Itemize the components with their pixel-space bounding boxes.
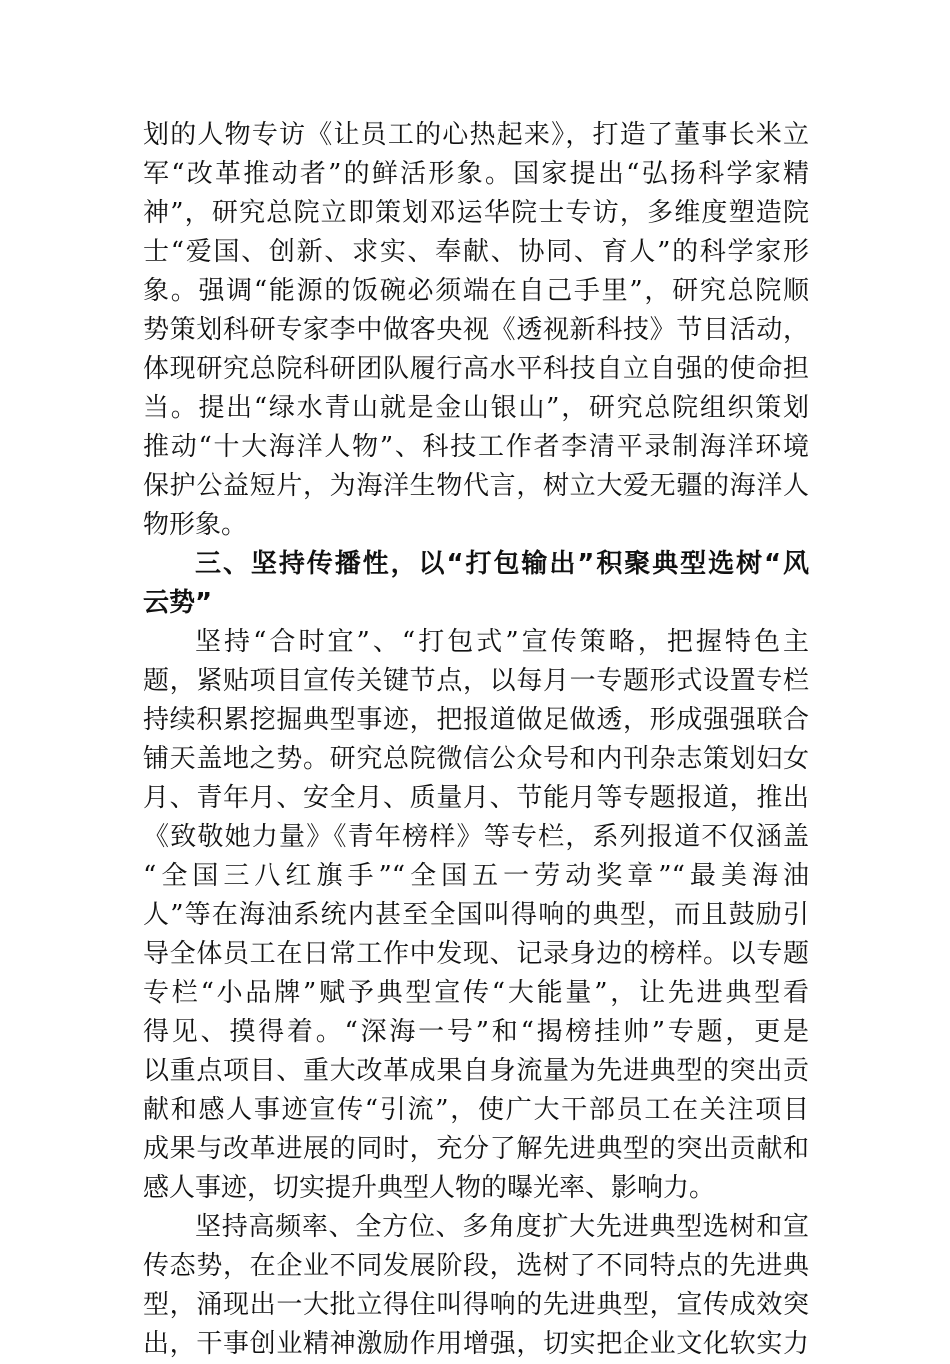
text-line: “全国三八红旗手”“全国五一劳动奖章”“最美海油 xyxy=(143,861,809,891)
text-line: 出，干事创业精神激励作用增强，切实把企业文化软实力 xyxy=(143,1329,809,1359)
paragraph-1 xyxy=(143,116,809,545)
text-line: 物形象。 xyxy=(143,510,248,540)
paragraph-3 xyxy=(143,1208,809,1364)
text-line: 月、青年月、安全月、质量月、节能月等专题报道，推出 xyxy=(143,783,809,813)
heading-line: 三、坚持传播性，以“打包输出”积聚典型选树“风 xyxy=(195,549,809,579)
text-line: 传态势，在企业不同发展阶段，选树了不同特点的先进典 xyxy=(143,1251,809,1281)
text-line: 士“爱国、创新、求实、奉献、协同、育人”的科学家形 xyxy=(143,237,809,267)
text-line: 以重点项目、重大改革成果自身流量为先进典型的突出贡 xyxy=(143,1056,809,1086)
text-line: 坚持高频率、全方位、多角度扩大先进典型选树和宣 xyxy=(195,1212,809,1242)
text-line: 持续积累挖掘典型事迹，把报道做足做透，形成强强联合 xyxy=(143,705,809,735)
document-body xyxy=(143,116,809,1364)
paragraph-2 xyxy=(143,623,809,1208)
text-line: 铺天盖地之势。研究总院微信公众号和内刊杂志策划妇女 xyxy=(143,744,809,774)
text-line: 体现研究总院科研团队履行高水平科技自立自强的使命担 xyxy=(143,354,809,384)
text-line: 当。提出“绿水青山就是金山银山”，研究总院组织策划 xyxy=(143,393,809,423)
text-line: 成果与改革进展的同时，充分了解先进典型的突出贡献和 xyxy=(143,1134,809,1164)
text-line: 《致敬她力量》《青年榜样》等专栏，系列报道不仅涵盖 xyxy=(143,822,809,852)
text-line: 专栏“小品牌”赋予典型宣传“大能量”，让先进典型看 xyxy=(143,978,809,1008)
text-line: 题，紧贴项目宣传关键节点，以每月一专题形式设置专栏 xyxy=(143,666,809,696)
text-line: 得见、摸得着。“深海一号”和“揭榜挂帅”专题，更是 xyxy=(143,1017,809,1047)
text-line: 感人事迹，切实提升典型人物的曝光率、影响力。 xyxy=(143,1173,716,1203)
text-line: 军“改革推动者”的鲜活形象。国家提出“弘扬科学家精 xyxy=(143,159,809,189)
text-line: 型，涌现出一大批立得住叫得响的先进典型，宣传成效突 xyxy=(143,1290,809,1320)
text-line: 推动“十大海洋人物”、科技工作者李清平录制海洋环境 xyxy=(143,432,809,462)
text-line: 象。强调“能源的饭碗必须端在自己手里”，研究总院顺 xyxy=(143,276,809,306)
text-line: 划的人物专访《让员工的心热起来》，打造了董事长米立 xyxy=(143,120,809,150)
text-line: 坚持“合时宜”、“打包式”宣传策略，把握特色主 xyxy=(195,627,809,657)
text-line: 势策划科研专家李中做客央视《透视新科技》节目活动， xyxy=(143,315,809,345)
text-line: 人”等在海油系统内甚至全国叫得响的典型，而且鼓励引 xyxy=(143,900,809,930)
text-line: 导全体员工在日常工作中发现、记录身边的榜样。以专题 xyxy=(143,939,809,969)
text-line: 神”，研究总院立即策划邓运华院士专访，多维度塑造院 xyxy=(143,198,809,228)
text-line: 保护公益短片，为海洋生物代言，树立大爱无疆的海洋人 xyxy=(143,471,809,501)
section-heading xyxy=(143,545,809,623)
text-line: 献和感人事迹宣传“引流”，使广大干部员工在关注项目 xyxy=(143,1095,809,1125)
heading-line: 云势” xyxy=(143,588,213,618)
